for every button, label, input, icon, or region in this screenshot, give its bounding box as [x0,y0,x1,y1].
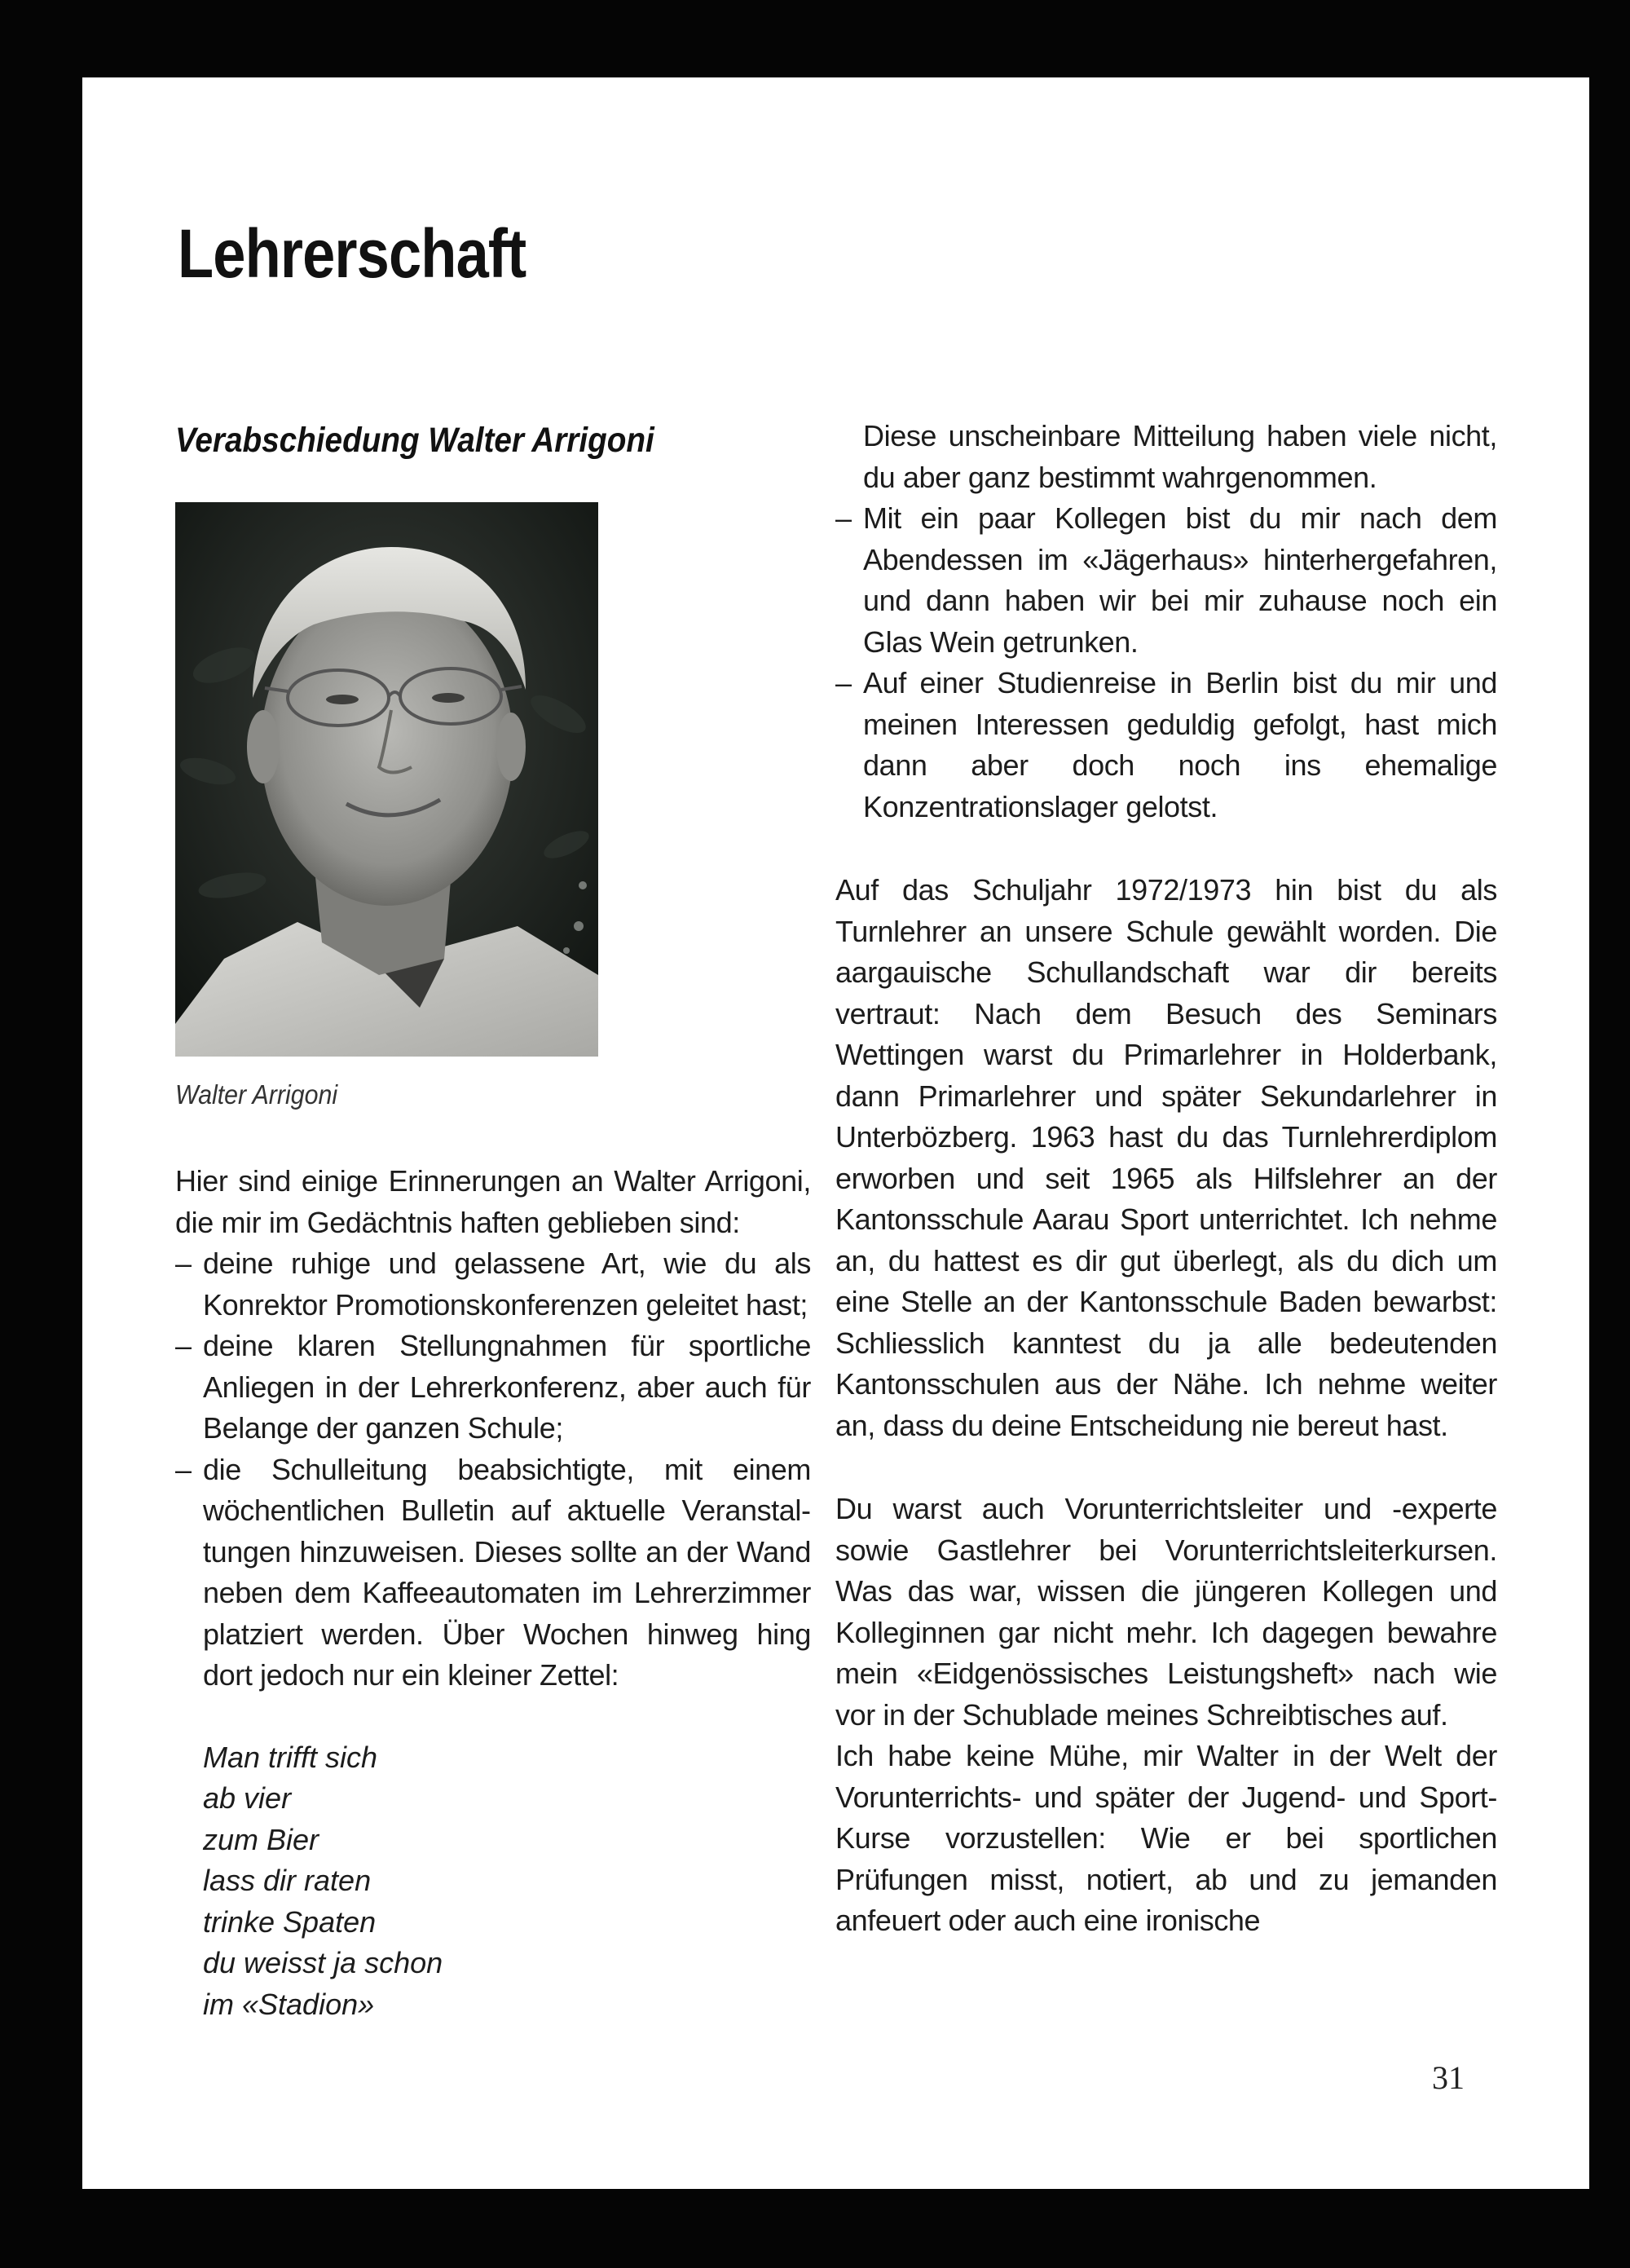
poem-line: trinke Spaten [203,1904,377,1939]
list-item-text: deine klaren Stellungnahmen für sportliche Anliegen in der Lehrerkonferenz, aber auch für Belange der ganzen Schule; [203,1329,811,1445]
intro-paragraph: Hier sind einige Erinnerungen an Walter Arrigoni, die mir im Gedächtnis haften geblieben sind: [175,1164,811,1239]
list-item [835,498,1497,663]
right-column [835,416,1497,1942]
poem-line: du weisst ja schon [203,1946,443,1979]
poem-line: im «Stadion» [203,1987,375,2021]
list-item [175,1326,811,1449]
chapter-title: Lehrerschaft [178,215,526,292]
left-column [175,416,811,2025]
portrait-image-icon [175,502,598,1057]
poem-line: lass dir raten [203,1864,372,1897]
poem-line: ab vier [203,1781,292,1815]
poem-line: zum Bier [203,1822,319,1856]
list-item-text: Auf einer Studienreise in Berlin bist du mir und meinen Interessen geduldig gefolgt, hast mich dann aber doch noch ins ehemalige Konzentrationslager gelotst. [863,666,1497,823]
list-item-text: deine ruhige und gelassene Art, wie du als Konrektor Promotionskonferenzen geleitet hast; [203,1247,811,1322]
document-page [82,77,1589,2189]
right-body-text [835,416,1497,1942]
dash-bullet-icon: – [175,1247,192,1280]
sport-courses-paragraph: Ich habe keine Mühe, mir Walter in der Welt der Vorunterrichts- und später der Jugend- und Sport-Kurse vorzustellen: Wie er bei sportlichen Prüfungen misst, notiert, ab und zu jemanden anfeuert oder auch eine ironische [835,1739,1497,1937]
memories-list [175,1243,811,1697]
dash-bullet-icon: – [835,501,852,535]
list-item-text: die Schulleitung beabsichtigte, mit einem wöchentlichen Bulletin auf aktuelle Veranstaltungen hinzuweisen. Dieses sollte an der Wand neben dem Kaffeeautomaten im Lehrerzimmer platziert werden. Über Wochen hinweg hing dort jedoch nur ein kleiner Zettel: [203,1452,811,1692]
photo-caption: Walter Arrigoni [175,1079,338,1110]
left-body-text [175,1161,811,1697]
list-item [175,1449,811,1697]
notice-poem [175,1737,811,2026]
list-item [175,1243,811,1326]
list-item-text: Diese unscheinbare Mitteilung haben viele nicht, du aber ganz bestimmt wahrgenommen. [863,419,1497,494]
dash-bullet-icon: – [175,1452,192,1486]
list-item-continuation [835,416,1497,498]
memories-list-continued [835,416,1497,827]
dash-bullet-icon: – [175,1329,192,1362]
career-paragraph: Auf das Schuljahr 1972/1973 hin bist du als Turnlehrer an unsere Schule gewählt worden. Die aargauische Schullandschaft war dir bereits vertraut: Nach dem Besuch des Seminars Wettingen warst du Primarlehrer in Holderbank, dann Primarlehrer und später Sekundarlehrer in Unterbözberg. 1963 hast du das Turnlehrerdiplom erworben und seit 1965 als Hilfslehrer an der Kantonsschule Aarau Sport unterrichtet. Ich nehme an, du hattest es dir gut überlegt, als du dich um eine Stelle an der Kantonsschule Baden bewarbst: Schliesslich kanntest du ja alle bedeutenden Kantonsschulen aus der Nähe. Ich nehme weiter an, dass du deine Entscheidung nie bereut hast. [835,873,1497,1442]
dash-bullet-icon: – [835,666,852,699]
portrait-photo [175,502,598,1057]
list-item [835,663,1497,827]
article-heading: Verabschiedung Walter Arrigoni [175,421,654,460]
page-number: 31 [1432,2059,1465,2096]
list-item-text: Mit ein paar Kollegen bist du mir nach dem Abendessen im «Jägerhaus» hinterhergefahren, und dann haben wir bei mir zuhause noch ein Glas Wein getrunken. [863,501,1497,659]
vorunterricht-paragraph: Du warst auch Vorunterrichtsleiter und -experte sowie Gastlehrer bei Vorunterrichtsleiterkursen. Was das war, wissen die jüngeren Kollegen und Kolleginnen gar nicht mehr. Ich dagegen bewahre mein «Eidgenössisches Leistungsheft» nach wie vor in der Schublade meines Schreibtisches auf. [835,1492,1497,1732]
poem-line: Man trifft sich [203,1740,378,1774]
